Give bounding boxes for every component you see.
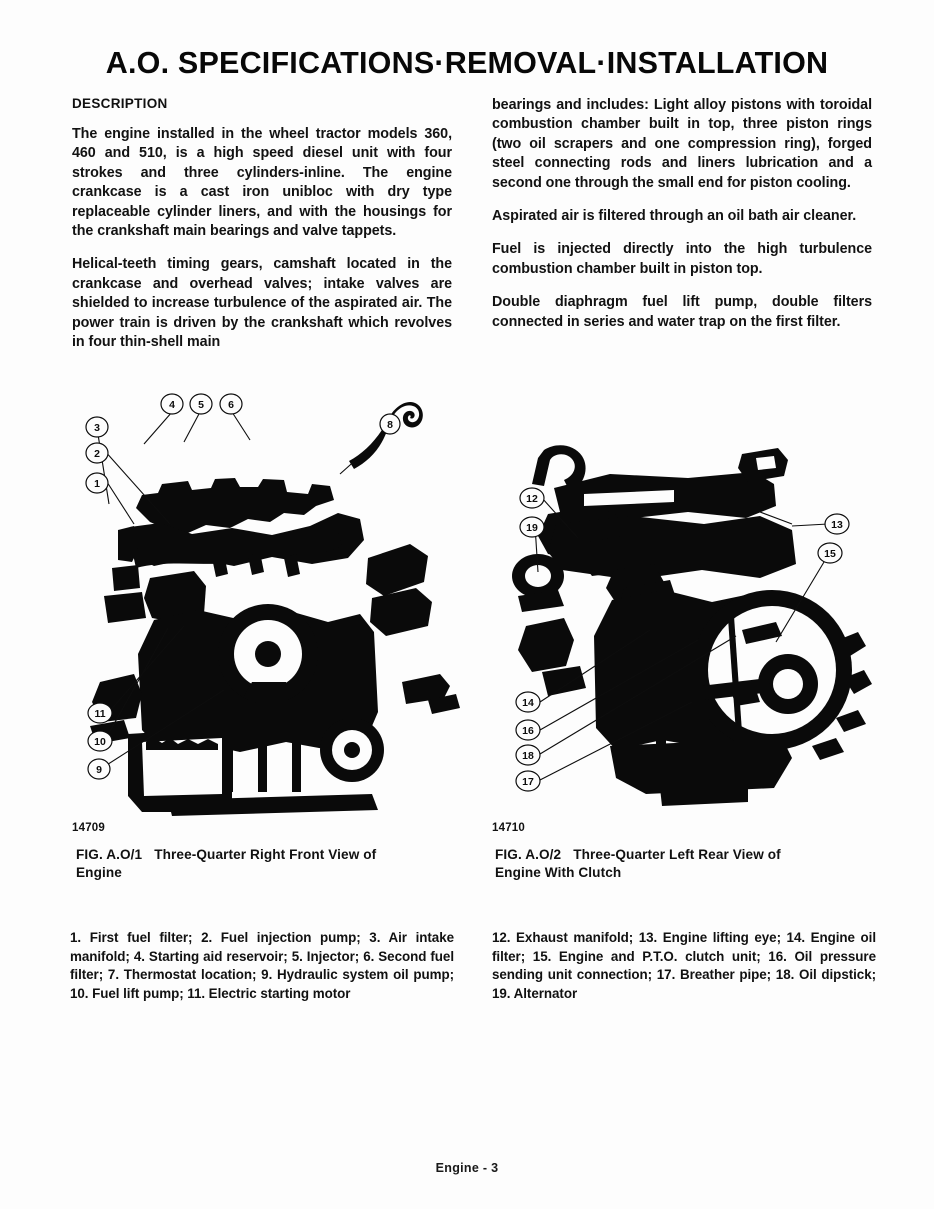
paragraph: Helical-teeth timing gears, camshaft located in the crankcase and overhead valves; intake valves are shielded to increase turbulence of the aspirated air. The power train is driven by the crankshaft which revolves in four thin-shell main xyxy=(72,256,452,351)
callout-4: 4 xyxy=(169,399,175,411)
figure-caption-line2-right: Engine With Clutch xyxy=(495,865,622,880)
paragraph: Fuel is injected directly into the high turbulence combustion chamber built in piston top. xyxy=(492,241,872,277)
paragraph: Double diaphragm fuel lift pump, double filters connected in series and water trap on the first filter. xyxy=(492,294,872,330)
callout-16: 16 xyxy=(522,725,534,737)
callout-10: 10 xyxy=(94,736,106,748)
page-title: A.O. SPECIFICATIONS·REMOVAL·INSTALLATION xyxy=(105,46,829,80)
callout-19: 19 xyxy=(526,522,538,534)
left-text-column xyxy=(72,96,452,352)
callout-1: 1 xyxy=(94,478,100,490)
paragraph: Aspirated air is filtered through an oil bath air cleaner. xyxy=(492,208,857,225)
callout-5: 5 xyxy=(198,399,204,411)
figure-caption-line1-left: Three-Quarter Right Front View of xyxy=(154,847,377,862)
figure-image-id-right: 14710 xyxy=(492,822,525,834)
paragraph: The engine installed in the wheel tractor models 360, 460 and 510, is a high speed diesel unit with four strokes and three cylinders-inline. The engine crankcase is a cast iron unibloc with dry type replaceable cylinder liners, and with the housings for the crankshaft main bearings and valve tappets. xyxy=(72,126,452,240)
callout-8: 8 xyxy=(387,419,393,431)
engine-right-front-illustration xyxy=(72,382,462,822)
callout-9: 9 xyxy=(96,764,102,776)
callout-17: 17 xyxy=(522,776,534,788)
callout-12: 12 xyxy=(526,493,538,505)
paragraph: bearings and includes: Light alloy pistons with toroidal combustion chamber built in top, three piston rings (two oil scrapers and one compression ring), forged steel connecting rods and liners lubrication and a second one through the small end for piston cooling. xyxy=(492,97,872,191)
callout-18: 18 xyxy=(522,750,534,762)
callout-2: 2 xyxy=(94,448,100,460)
engine-left-rear-illustration xyxy=(492,440,882,822)
figure-key-right: 12. Exhaust manifold; 13. Engine lifting eye; 14. Engine oil filter; 15. Engine and P.T.O. clutch unit; 16. Oil pressure sending unit connection; 17. Breather pipe; 18. Oil dipstick; 19. Alternator xyxy=(492,930,876,1001)
figure-caption-line2-left: Engine xyxy=(76,865,122,880)
callout-15: 15 xyxy=(824,548,836,560)
figure-engine-left-rear xyxy=(492,440,882,822)
figure-caption-line1-right: Three-Quarter Left Rear View of xyxy=(573,847,781,862)
figure-caption-left xyxy=(76,846,458,882)
callout-6: 6 xyxy=(228,399,234,411)
figure-number-right: FIG. A.O/2 xyxy=(495,847,562,862)
figure-number-left: FIG. A.O/1 xyxy=(76,847,143,862)
figure-engine-right-front xyxy=(72,382,462,822)
page-footer: Engine - 3 xyxy=(435,1161,499,1175)
callout-11: 11 xyxy=(94,708,106,720)
callout-13: 13 xyxy=(831,519,843,531)
figure-key-left: 1. First fuel filter; 2. Fuel injection pump; 3. Air intake manifold; 4. Starting aid reservoir; 5. Injector; 6. Second fuel filter; 7. Thermostat location; 9. Hydraulic system oil pump; 10. Fuel lift pump; 11. Electric starting motor xyxy=(70,930,454,1001)
description-heading: DESCRIPTION xyxy=(72,96,168,111)
figure-image-id-left: 14709 xyxy=(72,822,105,834)
right-text-column xyxy=(492,96,872,332)
callout-3: 3 xyxy=(94,422,100,434)
callout-14: 14 xyxy=(522,697,534,709)
figure-caption-right xyxy=(495,846,877,882)
